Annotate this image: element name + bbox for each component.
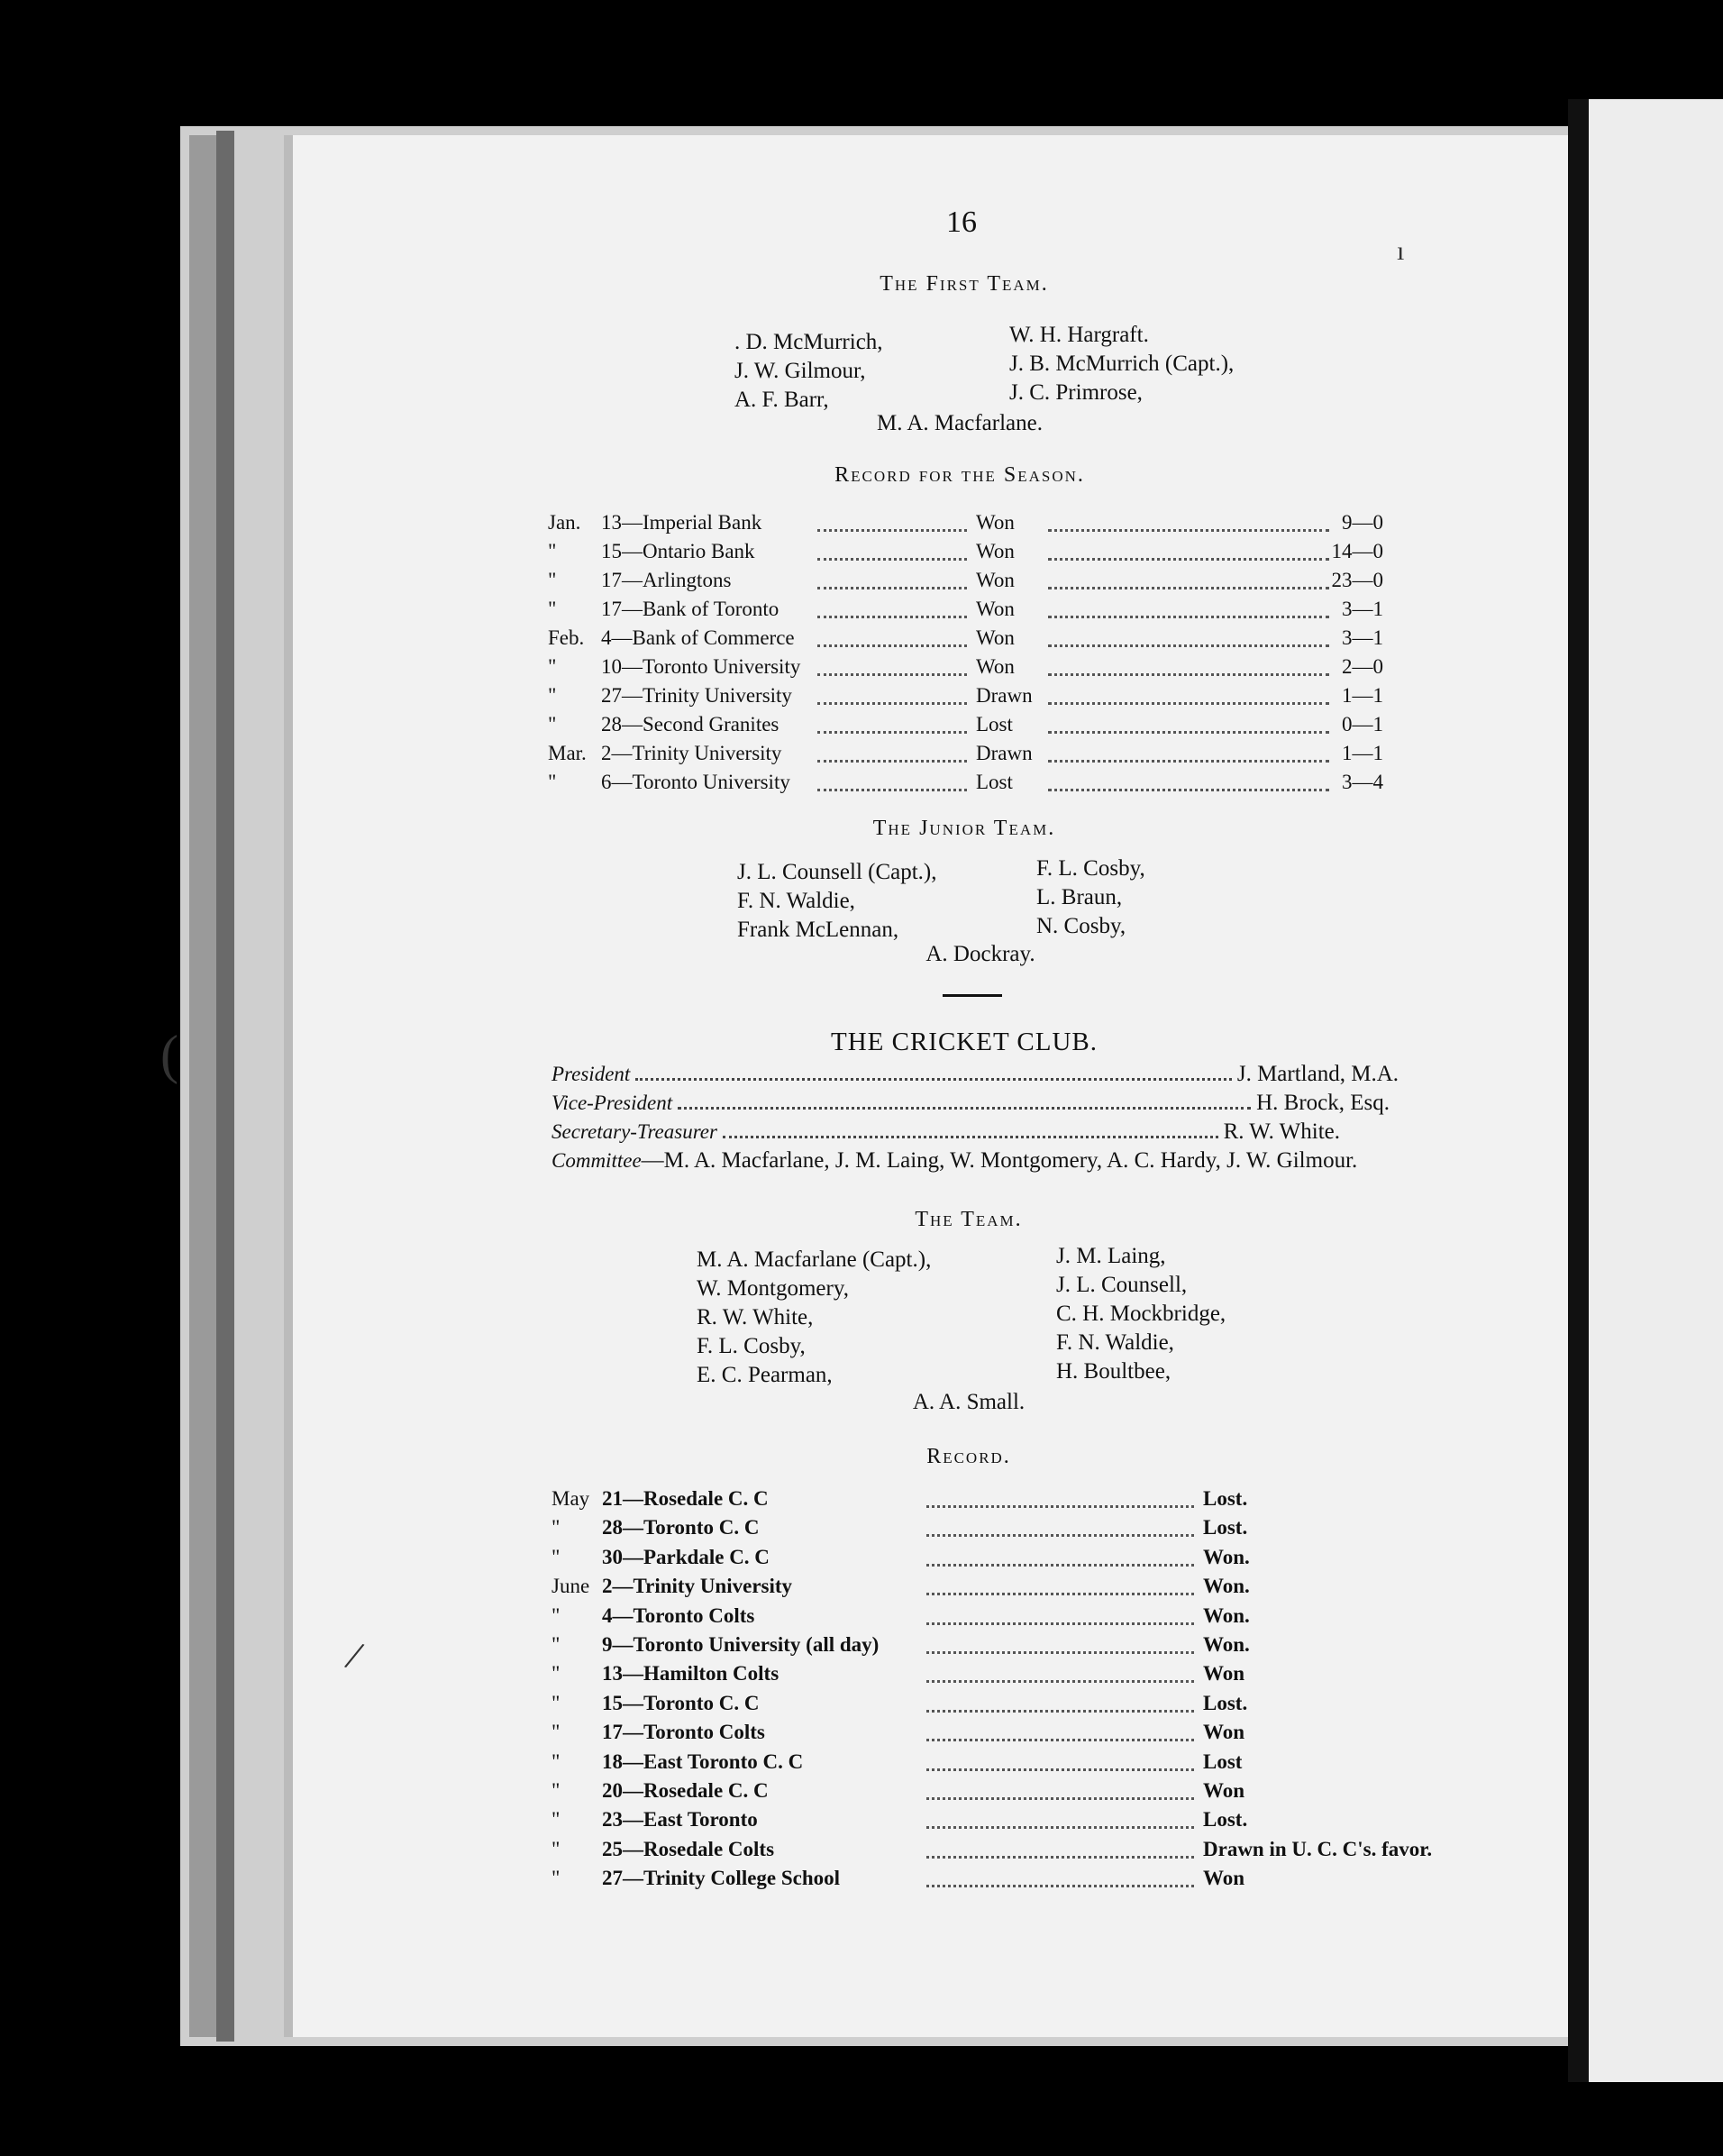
- team-member-center: A. Dockray.: [925, 942, 1035, 966]
- team-member-center: M. A. Macfarlane.: [877, 411, 1043, 435]
- record-entry: 15—Toronto C. C: [602, 1692, 760, 1714]
- record-result: Lost: [976, 713, 1013, 735]
- record-result: Lost.: [1203, 1487, 1248, 1510]
- record-result: Lost: [976, 771, 1013, 793]
- team-member: Frank McLennan,: [737, 918, 899, 942]
- leader-dots: [723, 1119, 1218, 1138]
- record-month: ": [552, 1750, 561, 1773]
- record-month: ": [548, 569, 557, 591]
- team-member: F. N. Waldie,: [737, 889, 855, 913]
- officer-row: [552, 1119, 1340, 1148]
- record-result: Lost.: [1203, 1808, 1248, 1831]
- book-edge: [189, 135, 216, 2037]
- team-member: R. W. White,: [697, 1305, 814, 1329]
- junior-team-left-list: [737, 858, 937, 945]
- cricket-record-row: [552, 1750, 1489, 1779]
- cricket-record-row: [552, 1692, 1489, 1721]
- leader-dots: [1048, 616, 1329, 618]
- record-entry: 18—East Toronto C. C: [602, 1750, 804, 1773]
- cricket-record-row: [552, 1662, 1489, 1691]
- leader-dots: [1048, 702, 1329, 705]
- leader-dots: [817, 529, 967, 532]
- team-member: W. H. Hargraft.: [1009, 323, 1149, 347]
- record-month: ": [548, 771, 557, 793]
- team-member: H. Boultbee,: [1056, 1359, 1171, 1384]
- record-entry: 23—East Toronto: [602, 1808, 758, 1831]
- record-month: May: [552, 1487, 590, 1510]
- leader-dots: [926, 1826, 1194, 1829]
- record-month: ": [552, 1516, 561, 1539]
- leader-dots: [817, 558, 967, 561]
- record-month: ": [552, 1721, 561, 1743]
- team-member: J. L. Counsell,: [1056, 1273, 1188, 1297]
- team-member: W. Montgomery,: [697, 1276, 849, 1301]
- record-result: Drawn in U. C. C's. favor.: [1203, 1838, 1433, 1860]
- leader-dots: [926, 1622, 1194, 1625]
- leader-dots: [1048, 529, 1329, 532]
- record-month: ": [548, 598, 557, 620]
- cricket-record-row: [552, 1867, 1489, 1896]
- record-result: Won: [1203, 1779, 1245, 1802]
- team-member: E. C. Pearman,: [697, 1363, 833, 1387]
- record-score: 1—1: [1342, 684, 1383, 707]
- record-entry: 6—Toronto University: [601, 771, 790, 793]
- record-result: Won: [976, 655, 1015, 678]
- record-result: Won: [976, 626, 1015, 649]
- record-entry: 10—Toronto University: [601, 655, 801, 678]
- leader-dots: [1048, 731, 1329, 734]
- cricket-record-heading: Record.: [926, 1445, 1011, 1468]
- season-record-row: [548, 626, 1383, 655]
- record-entry: 17—Bank of Toronto: [601, 598, 779, 620]
- team-member: F. N. Waldie,: [1056, 1330, 1174, 1355]
- record-result: Drawn: [976, 742, 1033, 764]
- leader-dots: [1048, 644, 1329, 647]
- record-score: 9—0: [1342, 511, 1383, 534]
- record-month: ": [552, 1604, 561, 1627]
- record-month: ": [552, 1662, 561, 1685]
- team-member: . D. McMurrich,: [734, 330, 883, 354]
- officer-name: J. Martland, M.A.: [1236, 1062, 1399, 1086]
- leader-dots: [678, 1091, 1251, 1110]
- book-edge-shadow: [216, 131, 234, 2042]
- leader-dots: [926, 1768, 1194, 1771]
- scan-mark: (: [160, 1025, 178, 1084]
- record-month: ": [552, 1867, 561, 1889]
- record-month: ": [548, 540, 557, 562]
- record-result: Won: [1203, 1867, 1245, 1889]
- leader-dots: [1048, 558, 1329, 561]
- record-month: ": [548, 684, 557, 707]
- officer-role: Secretary-Treasurer: [552, 1120, 717, 1143]
- cricket-record-row: [552, 1721, 1489, 1749]
- record-entry: 17—Arlingtons: [601, 569, 732, 591]
- officer-name: H. Brock, Esq.: [1256, 1091, 1390, 1115]
- team-member: J. M. Laing,: [1056, 1244, 1166, 1268]
- facing-page: [1589, 99, 1723, 2082]
- officer-row: [552, 1091, 1390, 1119]
- leader-dots: [926, 1651, 1194, 1654]
- record-result: Lost.: [1203, 1692, 1248, 1714]
- season-record-row: [548, 684, 1383, 713]
- team-member: F. L. Cosby,: [697, 1334, 806, 1358]
- team-member: J. L. Counsell (Capt.),: [737, 860, 937, 884]
- record-result: Won: [976, 569, 1015, 591]
- record-result: Won: [976, 511, 1015, 534]
- record-entry: 17—Toronto Colts: [602, 1721, 765, 1743]
- record-entry: 25—Rosedale Colts: [602, 1838, 775, 1860]
- leader-dots: [817, 731, 967, 734]
- record-entry: 4—Toronto Colts: [602, 1604, 755, 1627]
- officer-role: President: [552, 1063, 631, 1085]
- first-team-heading: The First Team.: [880, 272, 1049, 296]
- team-member: C. H. Mockbridge,: [1056, 1302, 1226, 1326]
- season-record-heading: Record for the Season.: [834, 463, 1085, 487]
- record-score: 3—1: [1342, 598, 1383, 620]
- record-score: 3—1: [1342, 626, 1383, 649]
- leader-dots: [1048, 587, 1329, 589]
- committee-members: —M. A. Macfarlane, J. M. Laing, W. Montgomery, A. C. Hardy, J. W. Gilmour.: [641, 1148, 1358, 1173]
- record-entry: 20—Rosedale C. C: [602, 1779, 769, 1802]
- committee-row: [552, 1148, 1516, 1177]
- season-record-row: [548, 511, 1383, 540]
- team-member: A. F. Barr,: [734, 388, 829, 412]
- leader-dots: [817, 789, 967, 791]
- record-entry: 13—Hamilton Colts: [602, 1662, 779, 1685]
- team-member: J. W. Gilmour,: [734, 359, 866, 383]
- leader-dots: [1048, 789, 1329, 791]
- leader-dots: [926, 1739, 1194, 1741]
- season-record-row: [548, 540, 1383, 569]
- record-month: June: [552, 1575, 590, 1597]
- season-record-row: [548, 569, 1383, 598]
- cricket-record-row: [552, 1487, 1489, 1516]
- record-score: 14—0: [1331, 540, 1383, 562]
- record-result: Won: [1203, 1662, 1245, 1685]
- leader-dots: [926, 1564, 1194, 1567]
- record-entry: 9—Toronto University (all day): [602, 1633, 880, 1656]
- record-entry: 27—Trinity University: [601, 684, 792, 707]
- record-entry: 2—Trinity University: [602, 1575, 793, 1597]
- leader-dots: [817, 616, 967, 618]
- record-month: Jan.: [548, 511, 581, 534]
- season-record-row: [548, 742, 1383, 771]
- leader-dots: [817, 702, 967, 705]
- officer-name: R. W. White.: [1223, 1119, 1340, 1144]
- leader-dots: [926, 1593, 1194, 1595]
- leader-dots: [817, 673, 967, 676]
- record-entry: 15—Ontario Bank: [601, 540, 755, 562]
- record-month: ": [552, 1633, 561, 1656]
- committee-label: Committee: [552, 1149, 642, 1172]
- section-divider: [943, 994, 1002, 997]
- cricket-record-row: [552, 1808, 1489, 1837]
- record-result: Won.: [1203, 1604, 1250, 1627]
- season-record-row: [548, 655, 1383, 684]
- cricket-club-title: THE CRICKET CLUB.: [831, 1028, 1098, 1056]
- leader-dots: [817, 644, 967, 647]
- officer-list: [552, 1062, 1516, 1177]
- team-member: J. C. Primrose,: [1009, 380, 1143, 405]
- cricket-record-row: [552, 1838, 1489, 1867]
- record-entry: 27—Trinity College School: [602, 1867, 841, 1889]
- cricket-record-row: [552, 1546, 1489, 1575]
- record-score: 1—1: [1342, 742, 1383, 764]
- record-result: Drawn: [976, 684, 1033, 707]
- cricket-team-right-list: [1056, 1242, 1226, 1386]
- season-record-row: [548, 771, 1383, 799]
- page-number: 16: [946, 206, 977, 239]
- junior-team-right-list: [1036, 854, 1145, 941]
- record-score: 3—4: [1342, 771, 1383, 793]
- record-entry: 4—Bank of Commerce: [601, 626, 795, 649]
- record-result: Lost: [1203, 1750, 1243, 1773]
- gutter-shadow: [1568, 99, 1591, 2082]
- record-result: Won: [976, 598, 1015, 620]
- cricket-team-left-list: [697, 1246, 931, 1390]
- officer-role: Vice-President: [552, 1092, 673, 1114]
- record-month: ": [552, 1692, 561, 1714]
- first-team-left-list: [734, 328, 883, 415]
- team-member-center: A. A. Small.: [912, 1390, 1026, 1414]
- season-record-row: [548, 598, 1383, 626]
- leader-dots: [817, 587, 967, 589]
- leader-dots: [926, 1680, 1194, 1683]
- record-month: ": [548, 713, 557, 735]
- leader-dots: [926, 1710, 1194, 1713]
- team-member: N. Cosby,: [1036, 914, 1126, 938]
- record-result: Won.: [1203, 1575, 1250, 1597]
- leader-dots: [635, 1062, 1232, 1081]
- record-month: Mar.: [548, 742, 587, 764]
- officer-row: [552, 1062, 1399, 1091]
- cricket-record-row: [552, 1516, 1489, 1545]
- team-member: F. L. Cosby,: [1036, 856, 1145, 881]
- team-member: J. B. McMurrich (Capt.),: [1009, 352, 1235, 376]
- record-entry: 21—Rosedale C. C: [602, 1487, 769, 1510]
- leader-dots: [1048, 760, 1329, 763]
- leader-dots: [926, 1534, 1194, 1537]
- junior-team-heading: The Junior Team.: [872, 817, 1056, 840]
- record-month: ": [552, 1779, 561, 1802]
- record-result: Won: [976, 540, 1015, 562]
- scan-mark: ı: [1397, 236, 1405, 266]
- leader-dots: [926, 1797, 1194, 1800]
- record-month: ": [552, 1838, 561, 1860]
- record-month: ": [552, 1546, 561, 1568]
- record-score: 0—1: [1342, 713, 1383, 735]
- record-entry: 2—Trinity University: [601, 742, 782, 764]
- cricket-record-row: [552, 1575, 1489, 1603]
- team-member: L. Braun,: [1036, 885, 1123, 909]
- leader-dots: [926, 1505, 1194, 1508]
- leader-dots: [926, 1885, 1194, 1887]
- record-result: Won: [1203, 1721, 1245, 1743]
- leader-dots: [817, 760, 967, 763]
- leader-dots: [1048, 673, 1329, 676]
- cricket-record-row: [552, 1779, 1489, 1808]
- record-score: 23—0: [1331, 569, 1383, 591]
- record-result: Won.: [1203, 1633, 1250, 1656]
- record-score: 2—0: [1342, 655, 1383, 678]
- record-result: Lost.: [1203, 1516, 1248, 1539]
- record-result: Won.: [1203, 1546, 1250, 1568]
- record-month: ": [552, 1808, 561, 1831]
- record-entry: 30—Parkdale C. C: [602, 1546, 770, 1568]
- record-entry: 28—Toronto C. C: [602, 1516, 760, 1539]
- record-entry: 28—Second Granites: [601, 713, 779, 735]
- cricket-team-heading: The Team.: [915, 1208, 1023, 1231]
- record-month: Feb.: [548, 626, 585, 649]
- record-month: ": [548, 655, 557, 678]
- leader-dots: [926, 1856, 1194, 1859]
- first-team-right-list: [1009, 321, 1234, 407]
- team-member: M. A. Macfarlane (Capt.),: [697, 1247, 932, 1272]
- scan-mark: /: [341, 1631, 369, 1679]
- season-record-row: [548, 713, 1383, 742]
- cricket-record-row: [552, 1633, 1489, 1662]
- record-entry: 13—Imperial Bank: [601, 511, 762, 534]
- cricket-record-row: [552, 1604, 1489, 1633]
